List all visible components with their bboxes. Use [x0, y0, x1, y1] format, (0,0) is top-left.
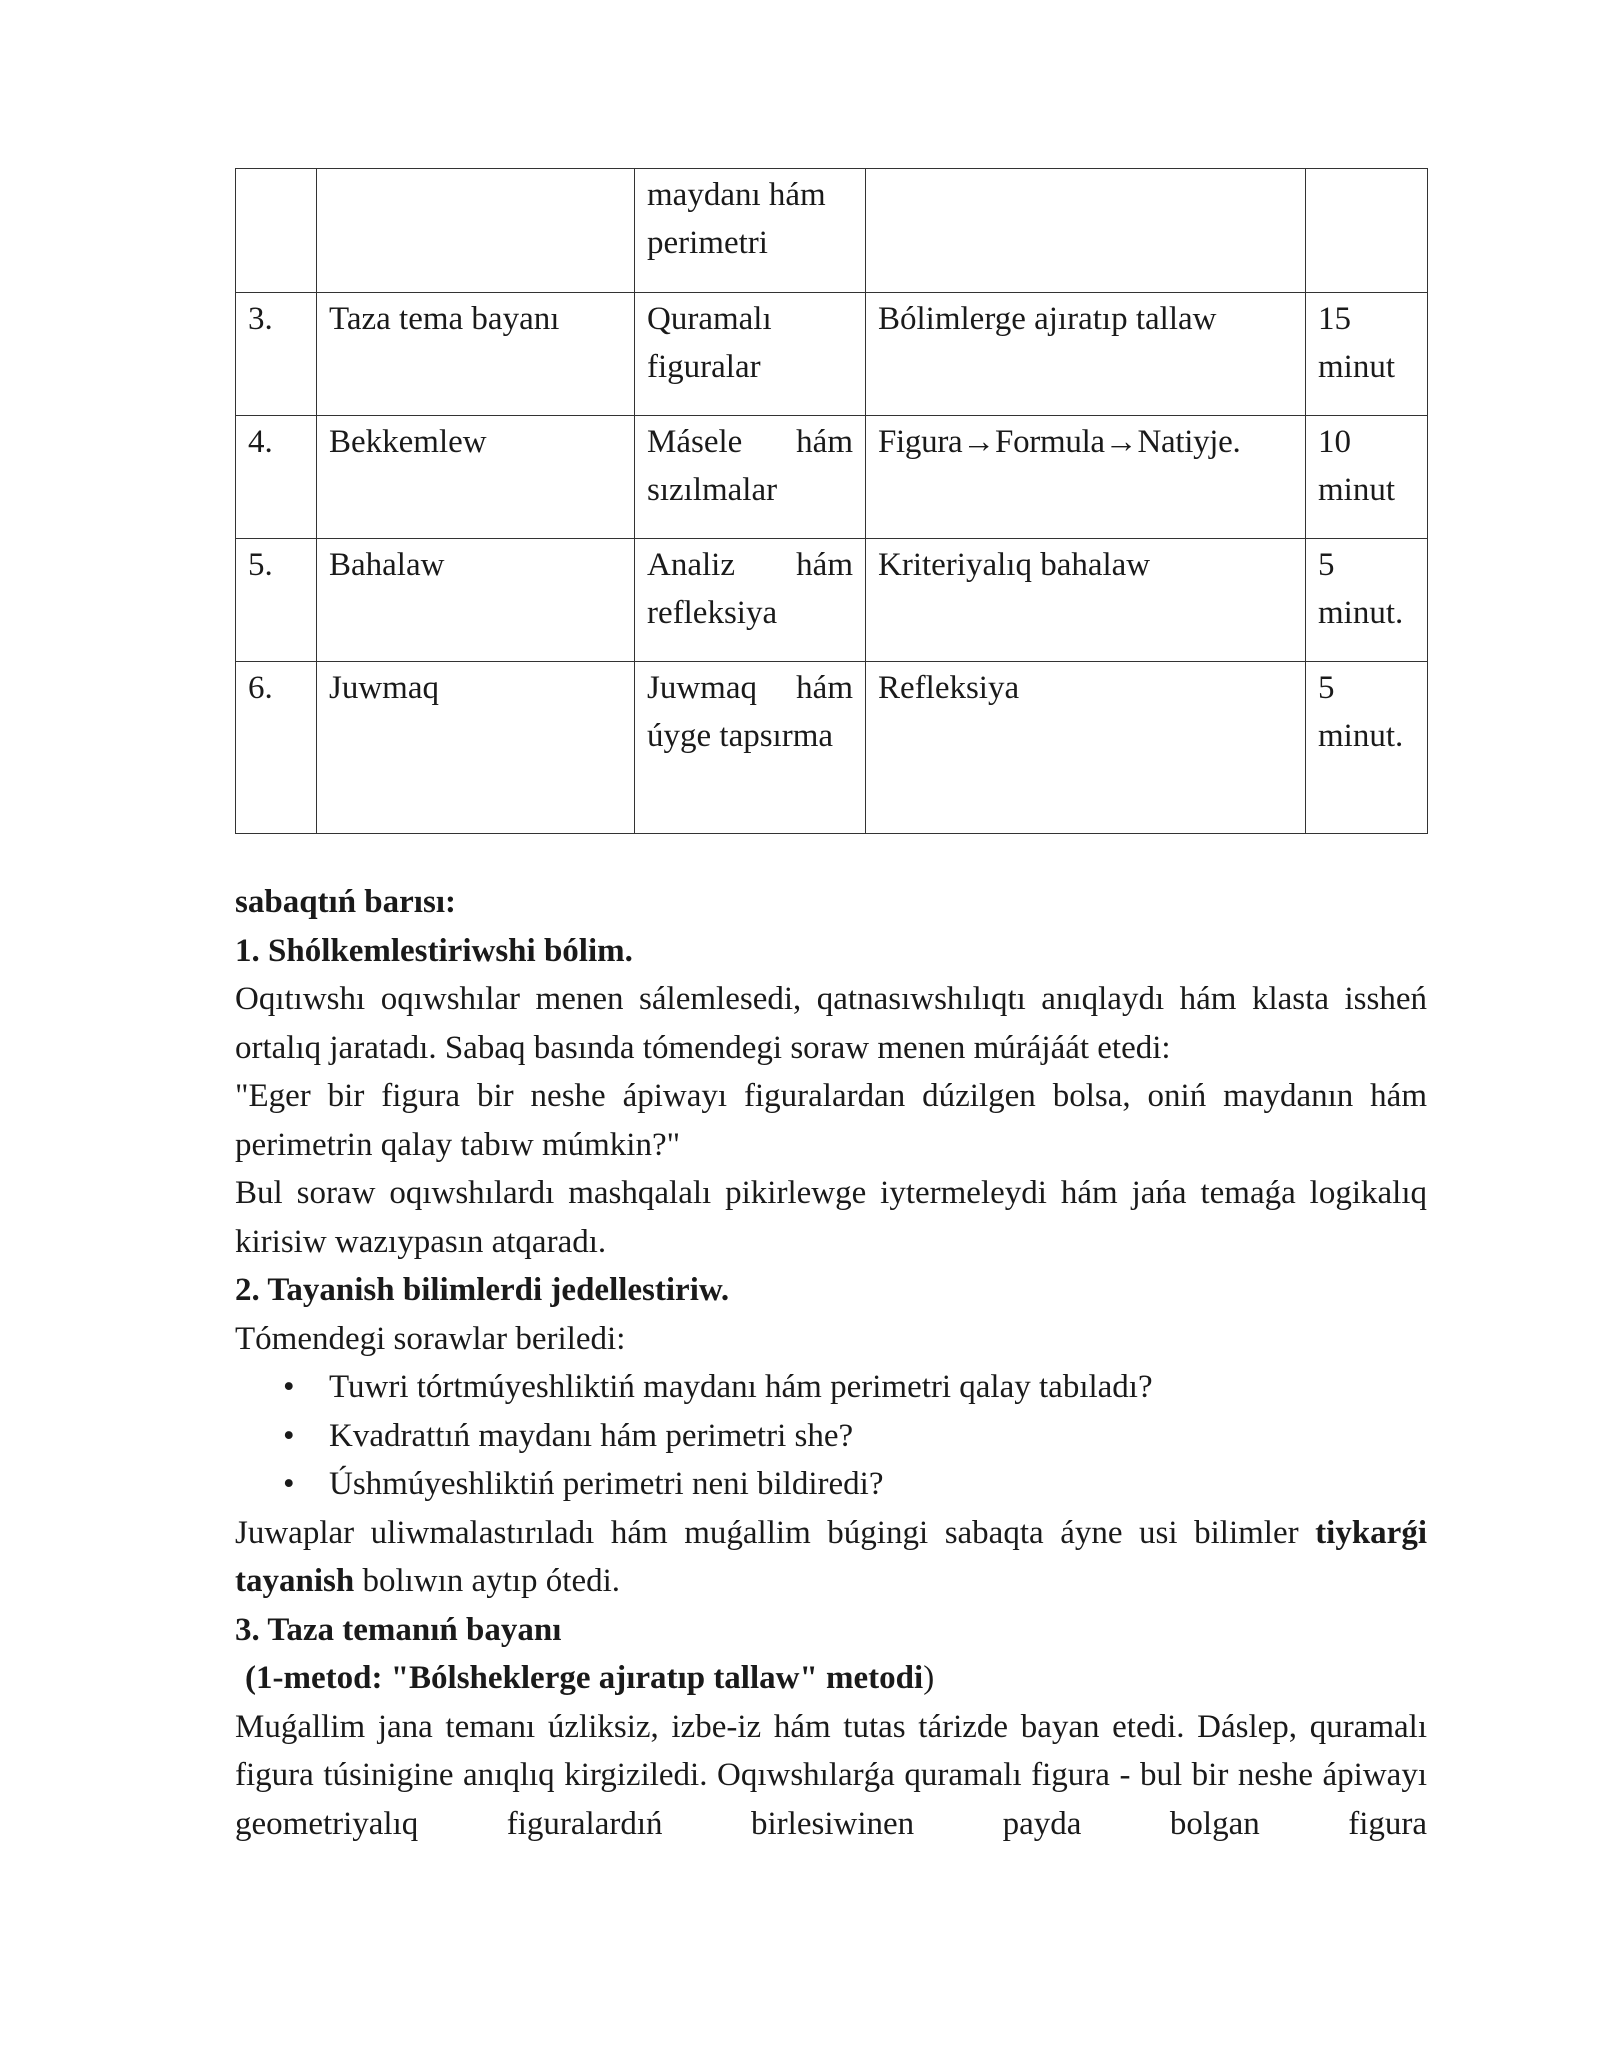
cell-content: maydanı hám perimetri — [635, 169, 866, 293]
cell-method: Refleksiya — [866, 662, 1306, 834]
cell-content: Juwmaq hám úyge tapsırma — [635, 662, 866, 834]
cell-num: 5. — [236, 539, 317, 662]
cell-time: 10 minut — [1306, 416, 1428, 539]
table-row — [236, 169, 1428, 293]
paragraph-text: Juwaplar uliwmalastırıladı hám muǵallim búgingi sabaqta áyne usi bilimler — [235, 1514, 1299, 1551]
cell-num: 6. — [236, 662, 317, 834]
bold-text: (1-metod: "Bólsheklerge ajıratıp tallaw" metodi — [245, 1660, 924, 1696]
cell-time: 15 minut — [1306, 293, 1428, 416]
paragraph-text: ) — [923, 1660, 935, 1696]
table-row — [236, 539, 1428, 662]
cell-method: Kriteriyalıq bahalaw — [866, 539, 1306, 662]
paragraph: Muǵallim jana temanı úzliksiz, izbe-iz hám tutas tárizde bayan etedi. Dáslep, quramalı figura túsinigine anıqlıq kirgiziledi. Oqıwshılarǵa quramalı figura - bul bir neshe ápiwayı geometriyalıq figuralardıń birlesiwinen payda bolgan figura — [235, 1708, 1427, 1842]
cell-method: Figura→Formula→Natiyje. — [866, 416, 1306, 539]
method-subheading — [235, 1654, 1427, 1703]
table-row — [236, 416, 1428, 539]
cell-stage: Bekkemlew — [317, 416, 635, 539]
paragraph: "Eger bir figura bir neshe ápiwayı figuralardan dúzilgen bolsa, oniń maydanın hám perimetrin qalay tabıw múmkin?" — [235, 1078, 1427, 1163]
cell-stage: Juwmaq — [317, 662, 635, 834]
cell-stage: Bahalaw — [317, 539, 635, 662]
bullet-icon: • — [283, 1417, 295, 1454]
question-list — [235, 1363, 1427, 1509]
cell-num: 4. — [236, 416, 317, 539]
cell-num: 3. — [236, 293, 317, 416]
lesson-plan-table — [235, 168, 1428, 834]
cell-time: 5 minut. — [1306, 662, 1428, 834]
cell-content: Másele hám sızılmalar — [635, 416, 866, 539]
table-row — [236, 662, 1428, 834]
paragraph: Tómendegi sorawlar beriledi: — [235, 1320, 626, 1357]
paragraph: Bul soraw oqıwshılardı mashqalalı pikirlewge iytermeleydi hám jańa temaǵa logikalıq kirisiw wazıypasın atqaradı. — [235, 1175, 1427, 1260]
paragraph — [235, 1509, 1427, 1606]
cell-stage — [317, 169, 635, 293]
list-item-text: Tuwri tórtmúyeshliktiń maydanı hám perimetri qalay tabıladı? — [329, 1369, 1153, 1405]
list-item-text: Úshmúyeshliktiń perimetri neni bildiredi? — [329, 1466, 884, 1502]
cell-time — [1306, 169, 1428, 293]
cell-content: Quramalı figuralar — [635, 293, 866, 416]
cell-num — [236, 169, 317, 293]
cell-method: Bólimlerge ajıratıp tallaw — [866, 293, 1306, 416]
section-heading: 1. Shólkemlestiriwshi bólim. — [235, 932, 633, 969]
list-item — [283, 1363, 1427, 1412]
cell-content: Analiz hám refleksiya — [635, 539, 866, 662]
lesson-body — [235, 878, 1427, 1848]
list-item — [283, 1460, 1427, 1509]
list-item-text: Kvadrattıń maydanı hám perimetri she? — [329, 1417, 854, 1454]
list-item — [283, 1412, 1427, 1461]
cell-method — [866, 169, 1306, 293]
bullet-icon: • — [283, 1466, 295, 1502]
section-heading: sabaqtıń barısı: — [235, 884, 456, 920]
cell-time: 5 minut. — [1306, 539, 1428, 662]
bullet-icon: • — [283, 1369, 295, 1405]
document-page — [235, 168, 1427, 1848]
bold-text: tiykarǵi tayanish — [235, 1514, 1427, 1599]
paragraph: Oqıtıwshı oqıwshılar menen sálemlesedi, qatnasıwshılıqtı anıqlaydı hám klasta issheń ortalıq jaratadı. Sabaq basında tómendegi soraw menen múrájáát etedi: — [235, 981, 1427, 1066]
section-heading: 2. Tayanish bilimlerdi jedellestiriw. — [235, 1272, 730, 1308]
table-row — [236, 293, 1428, 416]
paragraph-text: bolıwın aytıp ótedi. — [354, 1563, 621, 1599]
section-heading: 3. Taza temanıń bayanı — [235, 1611, 562, 1648]
cell-stage: Taza tema bayanı — [317, 293, 635, 416]
